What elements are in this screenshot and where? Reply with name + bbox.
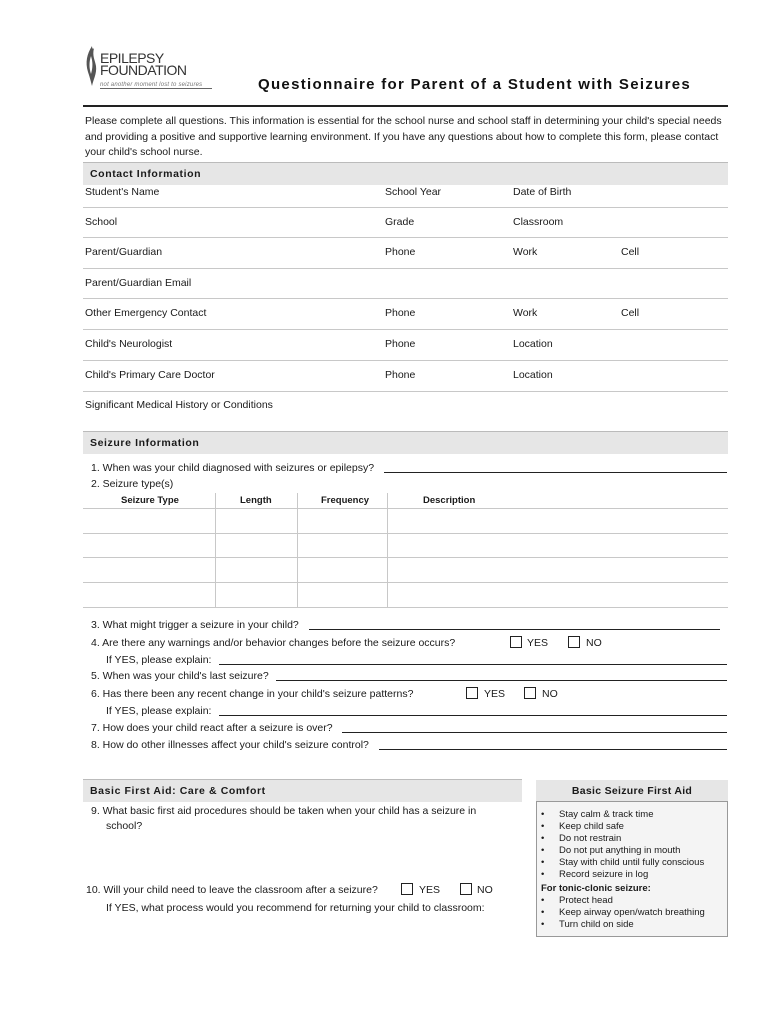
table-col-divider [387,493,388,607]
row-divider [83,207,728,208]
tonic-list-item [541,919,634,931]
tonic-list-item [541,907,705,919]
table-col-divider [297,493,298,607]
table-header-frequency: Frequency [321,495,370,506]
table-header-rule [83,508,728,509]
bullet-icon: • [541,919,545,930]
bullet-icon: • [541,833,545,844]
question-8-answer-line[interactable] [379,749,727,750]
bullet-icon: • [541,857,545,868]
emergency-phone-label: Phone [385,307,416,319]
tonic-list-item [541,895,613,907]
table-row-rule [83,582,728,583]
question-4-no-checkbox[interactable] [568,636,580,648]
tonic-item-text: Protect head [559,895,613,906]
contact-section-title: Contact Information [90,168,202,180]
row-divider [83,298,728,299]
question-6-no-checkbox[interactable] [524,687,536,699]
question-10-no-label: NO [477,884,493,896]
question-2: 2. Seizure type(s) [91,478,174,490]
table-row-rule [83,607,728,608]
aid-item-text: Keep child safe [559,821,624,832]
aid-list-item [541,833,621,845]
parent-email-label: Parent/Guardian Email [85,277,192,289]
question-4-explain-label: If YES, please explain: [106,654,212,666]
question-10: 10. Will your child need to leave the classroom after a seizure? [86,884,378,896]
grade-label: Grade [385,216,415,228]
parent-phone-label: Phone [385,246,416,258]
question-9-line1: 9. What basic first aid procedures should be taken when your child has a seizure in [91,805,477,817]
students-name-label: Student's Name [85,186,160,198]
parent-work-label: Work [513,246,538,258]
question-4: 4. Are there any warnings and/or behavior changes before the seizure occurs? [91,637,456,649]
question-6-yes-label: YES [484,688,506,700]
question-10-yes-label: YES [419,884,441,896]
aid-list-item [541,845,680,857]
aid-list-item [541,869,648,881]
tonic-clonic-heading: For tonic-clonic seizure: [541,883,651,894]
row-divider [83,268,728,269]
table-col-divider [215,493,216,607]
question-9-line2: school? [106,820,143,832]
question-6-no-label: NO [542,688,558,700]
question-6-explain-line[interactable] [219,715,727,716]
date-of-birth-label: Date of Birth [513,186,572,198]
primary-care-location-label: Location [513,369,553,381]
page-title: Questionnaire for Parent of a Student with Seizures [258,76,692,93]
bullet-icon: • [541,809,545,820]
row-divider [83,360,728,361]
first-aid-section-title: Basic First Aid: Care & Comfort [90,785,266,797]
aid-item-text: Stay calm & track time [559,809,654,820]
emergency-work-label: Work [513,307,538,319]
tonic-item-text: Keep airway open/watch breathing [559,907,705,918]
table-row-rule [83,557,728,558]
question-6-yes-checkbox[interactable] [466,687,478,699]
question-5: 5. When was your child's last seizure? [91,670,269,682]
neurologist-location-label: Location [513,338,553,350]
aid-item-text: Do not put anything in mouth [559,845,681,856]
aid-list-item [541,821,624,833]
question-10-no-checkbox[interactable] [460,883,472,895]
other-emergency-contact-label: Other Emergency Contact [85,307,207,319]
row-divider [83,237,728,238]
bullet-icon: • [541,869,545,880]
aid-item-text: Do not restrain [559,833,622,844]
bullet-icon: • [541,821,545,832]
question-3-answer-line[interactable] [309,629,720,630]
question-5-answer-line[interactable] [276,680,727,681]
table-row-rule [83,533,728,534]
table-header-seizure-type: Seizure Type [121,495,179,506]
seizure-first-aid-title: Basic Seizure First Aid [536,780,728,802]
classroom-label: Classroom [513,216,564,228]
question-6: 6. Has there been any recent change in your child's seizure patterns? [91,688,414,700]
question-6-explain-label: If YES, please explain: [106,705,212,717]
parent-cell-label: Cell [621,246,640,258]
question-4-yes-checkbox[interactable] [510,636,522,648]
school-year-label: School Year [385,186,442,198]
neurologist-label: Child's Neurologist [85,338,173,350]
question-4-explain-line[interactable] [219,664,727,665]
table-header-length: Length [240,495,272,506]
epilepsy-foundation-logo-flame-icon [83,44,101,88]
question-1: 1. When was your child diagnosed with seizures or epilepsy? [91,462,375,474]
question-10-yes-checkbox[interactable] [401,883,413,895]
title-divider [83,105,728,107]
question-4-yes-label: YES [527,637,549,649]
school-label: School [85,216,118,228]
row-divider [83,391,728,392]
aid-item-text: Stay with child until fully conscious [559,857,705,868]
aid-item-text: Record seizure in log [559,869,649,880]
parent-guardian-label: Parent/Guardian [85,246,163,258]
neurologist-phone-label: Phone [385,338,416,350]
bullet-icon: • [541,907,545,918]
question-10-followup: If YES, what process would you recommend for returning your child to classroom: [106,902,485,914]
question-1-answer-line[interactable] [384,472,727,473]
seizure-section-title: Seizure Information [90,437,200,449]
medical-history-label: Significant Medical History or Conditions [85,399,273,411]
bullet-icon: • [541,895,545,906]
aid-list-item [541,857,704,869]
emergency-cell-label: Cell [621,307,640,319]
logo-line1: EPILEPSY [100,50,164,66]
primary-care-phone-label: Phone [385,369,416,381]
logo-tagline: not another moment lost to seizures [100,82,203,88]
question-3: 3. What might trigger a seizure in your child? [91,619,299,631]
question-7-answer-line[interactable] [342,732,727,733]
row-divider [83,329,728,330]
intro-paragraph: Please complete all questions. This information is essential for the school nurse and school staff in determining your child's special needs and providing a positive and supportive learning environment. If you have any questions about how to complete this form, please contact your child's school nurse. [85,115,722,158]
question-4-no-label: NO [586,637,602,649]
aid-list-item [541,809,654,821]
bullet-icon: • [541,845,545,856]
logo-line2: FOUNDATION [100,62,187,78]
question-7: 7. How does your child react after a seizure is over? [91,722,333,734]
logo-rule [100,88,212,89]
primary-care-label: Child's Primary Care Doctor [85,369,215,381]
table-header-description: Description [423,495,476,506]
question-8: 8. How do other illnesses affect your child's seizure control? [91,739,369,751]
tonic-item-text: Turn child on side [559,919,634,930]
